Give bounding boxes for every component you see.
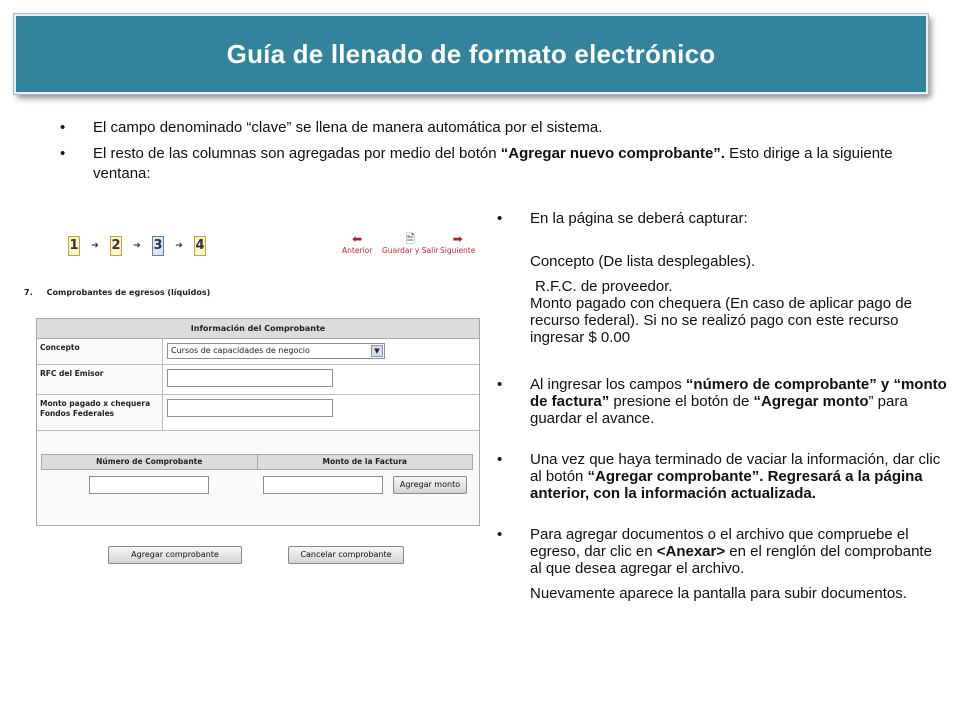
step-2[interactable]: 2 <box>110 236 122 256</box>
monto-input[interactable] <box>167 399 333 417</box>
numero-comprobante-input[interactable] <box>89 476 209 494</box>
next-nav-label: Siguiente <box>440 246 476 255</box>
info-panel <box>36 318 480 526</box>
arrow-right-icon: ➔ <box>91 241 99 251</box>
instruction-rfc: R.F.C. de proveedor. <box>535 278 673 295</box>
concepto-select-value: Cursos de capacidades de negocio <box>171 346 310 355</box>
rfc-row <box>37 365 479 395</box>
save-exit-button[interactable] <box>382 232 438 255</box>
instruction-agregar-comprobante: • Una vez que haya terminado de vaciar la información, dar clic al botón “Agregar comprobante”. Regresará a la página anterior, con la información actualizada. <box>497 451 947 502</box>
section-number: 7. <box>24 288 33 297</box>
numero-comprobante-header: Número de Comprobante <box>42 455 258 469</box>
section-heading <box>24 288 210 297</box>
step-3[interactable]: 3 <box>152 236 164 256</box>
arrow-right-icon: ➡ <box>452 232 463 246</box>
concepto-select[interactable] <box>167 343 385 359</box>
section-title: Comprobantes de egresos (líquidos) <box>46 288 211 297</box>
add-amount-button[interactable]: Agregar monto <box>393 476 467 494</box>
intro-bullet-2: • El resto de las columnas son agregadas por medio del botón “Agregar nuevo comprobante”. Esto dirige a la siguiente ventana: <box>60 144 920 184</box>
instruction-anexar: • Para agregar documentos o el archivo que compruebe el egreso, dar clic en <Anexar> en el renglón del comprobante al que desea agregar el archivo. <box>497 526 947 577</box>
rfc-label: RFC del Emisor <box>37 365 163 394</box>
monto-factura-input[interactable] <box>263 476 383 494</box>
form-screenshot <box>20 226 490 586</box>
title-bar <box>14 14 928 94</box>
page-title: Guía de llenado de formato electrónico <box>226 38 716 69</box>
arrow-right-icon: ➔ <box>175 241 183 251</box>
save-exit-label: Guardar y Salir <box>382 246 439 255</box>
step-1[interactable]: 1 <box>68 236 80 256</box>
concepto-row <box>37 339 479 365</box>
prev-nav-button[interactable] <box>342 232 372 255</box>
prev-nav-label: Anterior <box>342 246 373 255</box>
info-panel-header: Información del Comprobante <box>37 319 479 339</box>
add-receipt-button[interactable]: Agregar comprobante <box>108 546 242 564</box>
next-nav-button[interactable] <box>440 232 475 255</box>
comprobante-subtable <box>41 454 473 494</box>
instruction-concepto: Concepto (De lista desplegables). <box>530 253 756 270</box>
chevron-down-icon: ▼ <box>371 345 383 357</box>
instruction-subir: Nuevamente aparece la pantalla para subir documentos. <box>530 585 907 602</box>
monto-factura-header: Monto de la Factura <box>322 457 407 466</box>
concepto-label: Concepto <box>37 339 163 364</box>
monto-row <box>37 395 479 431</box>
intro-bullets <box>60 118 920 190</box>
arrow-right-icon: ➔ <box>133 241 141 251</box>
arrow-left-icon: ⬅ <box>352 232 363 246</box>
step-4[interactable]: 4 <box>194 236 206 256</box>
instruction-monto: Monto pagado con chequera (En caso de aplicar pago de recurso federal). Si no se realizó pago con este recurso ingresar $ 0.00 <box>530 295 912 346</box>
instruction-capture: • En la página se deberá capturar: <box>497 210 947 227</box>
rfc-input[interactable] <box>167 369 333 387</box>
instruction-agregar-monto: • Al ingresar los campos “número de comprobante” y “monto de factura” presione el botón de “Agregar monto” para guardar el avance. <box>497 376 947 427</box>
intro-bullet-1: • El campo denominado “clave” se llena de manera automática por el sistema. <box>60 118 920 138</box>
monto-label: Monto pagado x chequera Fondos Federales <box>37 395 163 430</box>
instructions-column <box>497 210 947 602</box>
cancel-receipt-button[interactable]: Cancelar comprobante <box>288 546 404 564</box>
form-actions <box>108 546 404 564</box>
step-indicator <box>68 236 206 256</box>
save-document-icon: 🗎 <box>405 232 416 246</box>
